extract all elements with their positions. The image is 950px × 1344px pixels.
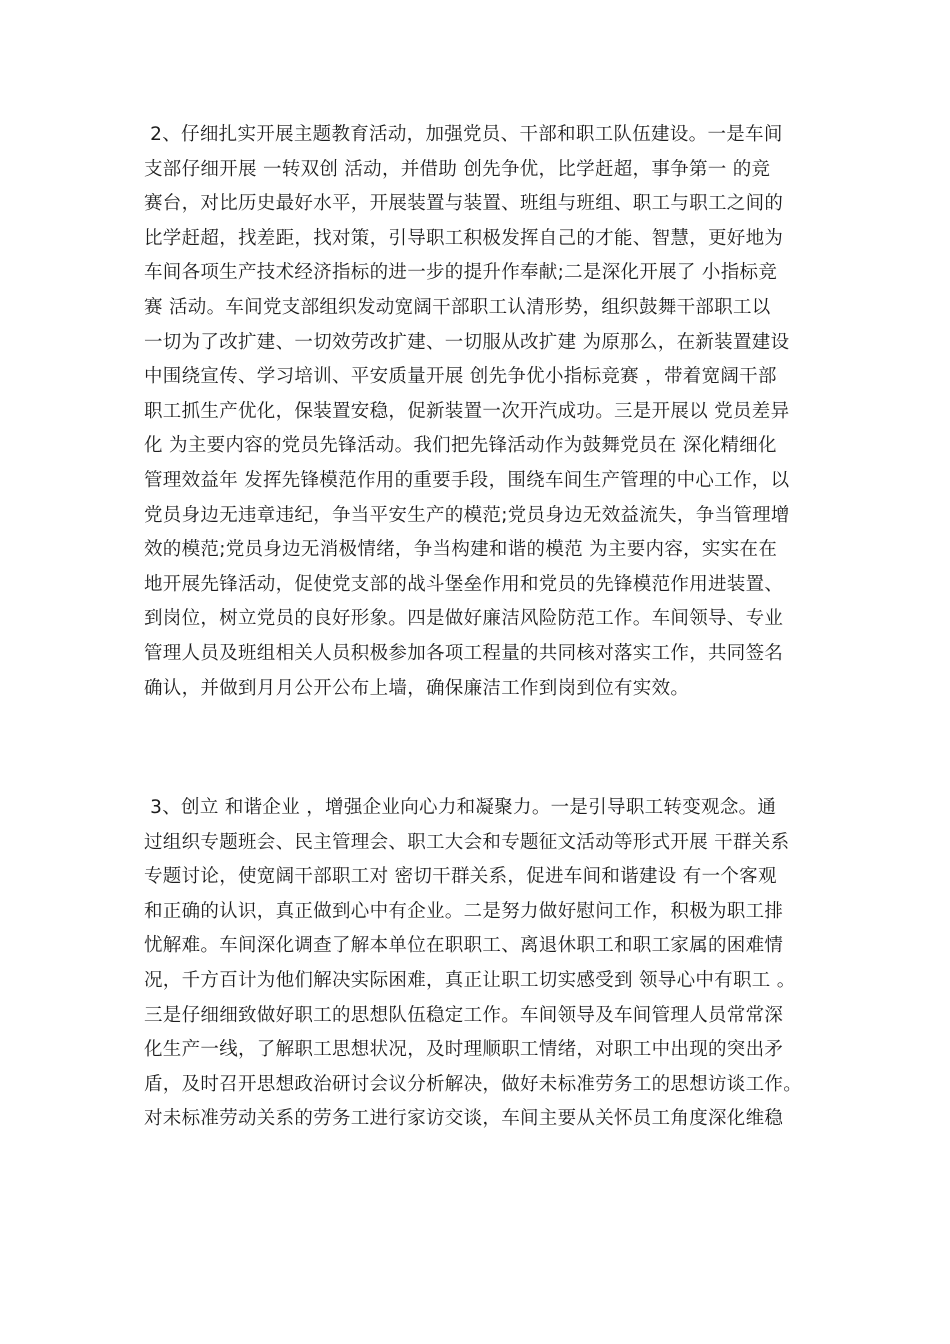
text-line: 党员身边无违章违纪，争当平安生产的模范;党员身边无效益流失，争当管理增 bbox=[144, 504, 790, 526]
text-line: 三是仔细细致做好职工的思想队伍稳定工作。车间领导及车间管理人员常常深 bbox=[144, 1004, 784, 1026]
text-line: 管理效益年 发挥先锋模范作用的重要手段，围绕车间生产管理的中心工作，以 bbox=[144, 469, 790, 491]
text-line: 地开展先锋活动，促使党支部的战斗堡垒作用和党员的先锋模范作用进装置、 bbox=[144, 573, 784, 595]
text-line: 盾，及时召开思想政治研讨会议分析解决，做好未标准劳务工的思想访谈工作。 bbox=[144, 1073, 803, 1095]
paragraph-harmonious-enterprise bbox=[144, 791, 812, 1137]
text-line: 到岗位，树立党员的良好形象。四是做好廉洁风险防范工作。车间领导、专业 bbox=[144, 608, 784, 630]
text-line: 中围绕宣传、学习培训、平安质量开展 创先争优小指标竞赛 ，带着宽阔干部 bbox=[144, 366, 777, 388]
text-line: 一切为了改扩建、一切效劳改扩建、一切服从改扩建 为原那么，在新装置建设 bbox=[144, 331, 790, 353]
text-line: 况，千方百计为他们解决实际困难，真正让职工切实感受到 领导心中有职工 。 bbox=[144, 969, 796, 991]
text-line: 效的模范;党员身边无消极情绪，争当构建和谐的模范 为主要内容，实实在在 bbox=[144, 539, 778, 561]
text-line: 忧解难。车间深化调查了解本单位在职职工、离退休职工和职工家属的困难情 bbox=[144, 935, 784, 957]
text-line: 对未标准劳动关系的劳务工进行家访交谈，车间主要从关怀员工角度深化维稳 bbox=[144, 1108, 784, 1130]
text-line: 支部仔细开展 一转双创 活动，并借助 创先争优，比学赶超，事争第一 的竞 bbox=[144, 158, 771, 180]
text-line: 2、仔细扎实开展主题教育活动，加强党员、干部和职工队伍建设。一是车间 bbox=[144, 124, 783, 145]
text-line: 赛 活动。车间党支部组织发动宽阔干部职工认清形势，组织鼓舞干部职工以 bbox=[144, 296, 771, 318]
text-line: 化 为主要内容的党员先锋活动。我们把先锋活动作为鼓舞党员在 深化精细化 bbox=[144, 435, 777, 457]
text-line: 车间各项生产技术经济指标的进一步的提升作奉献;二是深化开展了 小指标竞 bbox=[144, 262, 778, 284]
text-line: 管理人员及班组相关人员积极参加各项工程量的共同核对落实工作，共同签名 bbox=[144, 642, 784, 664]
text-line: 和正确的认识，真正做到心中有企业。二是努力做好慰问工作，积极为职工排 bbox=[144, 900, 784, 922]
text-line: 3、创立 和谐企业 ，增强企业向心力和凝聚力。一是引导职工转变观念。通 bbox=[144, 797, 777, 818]
text-line: 过组织专题班会、民主管理会、职工大会和专题征文活动等形式开展 干群关系 bbox=[144, 831, 790, 853]
text-line: 专题讨论，使宽阔干部职工对 密切干群关系，促进车间和谐建设 有一个客观 bbox=[144, 866, 777, 888]
text-line: 赛台，对比历史最好水平，开展装置与装置、班组与班组、职工与职工之间的 bbox=[144, 193, 784, 215]
text-line: 比学赶超，找差距，找对策，引导职工积极发挥自己的才能、智慧，更好地为 bbox=[144, 227, 784, 249]
text-line: 化生产一线，了解职工思想状况，及时理顺职工情绪，对职工中出现的突出矛 bbox=[144, 1039, 784, 1061]
paragraph-theme-education bbox=[144, 118, 812, 706]
text-line: 确认，并做到月月公开公布上墙，确保廉洁工作到岗到位有实效。 bbox=[144, 677, 690, 699]
text-line: 职工抓生产优化，保装置安稳，促新装置一次开汽成功。三是开展以 党员差异 bbox=[144, 400, 790, 422]
